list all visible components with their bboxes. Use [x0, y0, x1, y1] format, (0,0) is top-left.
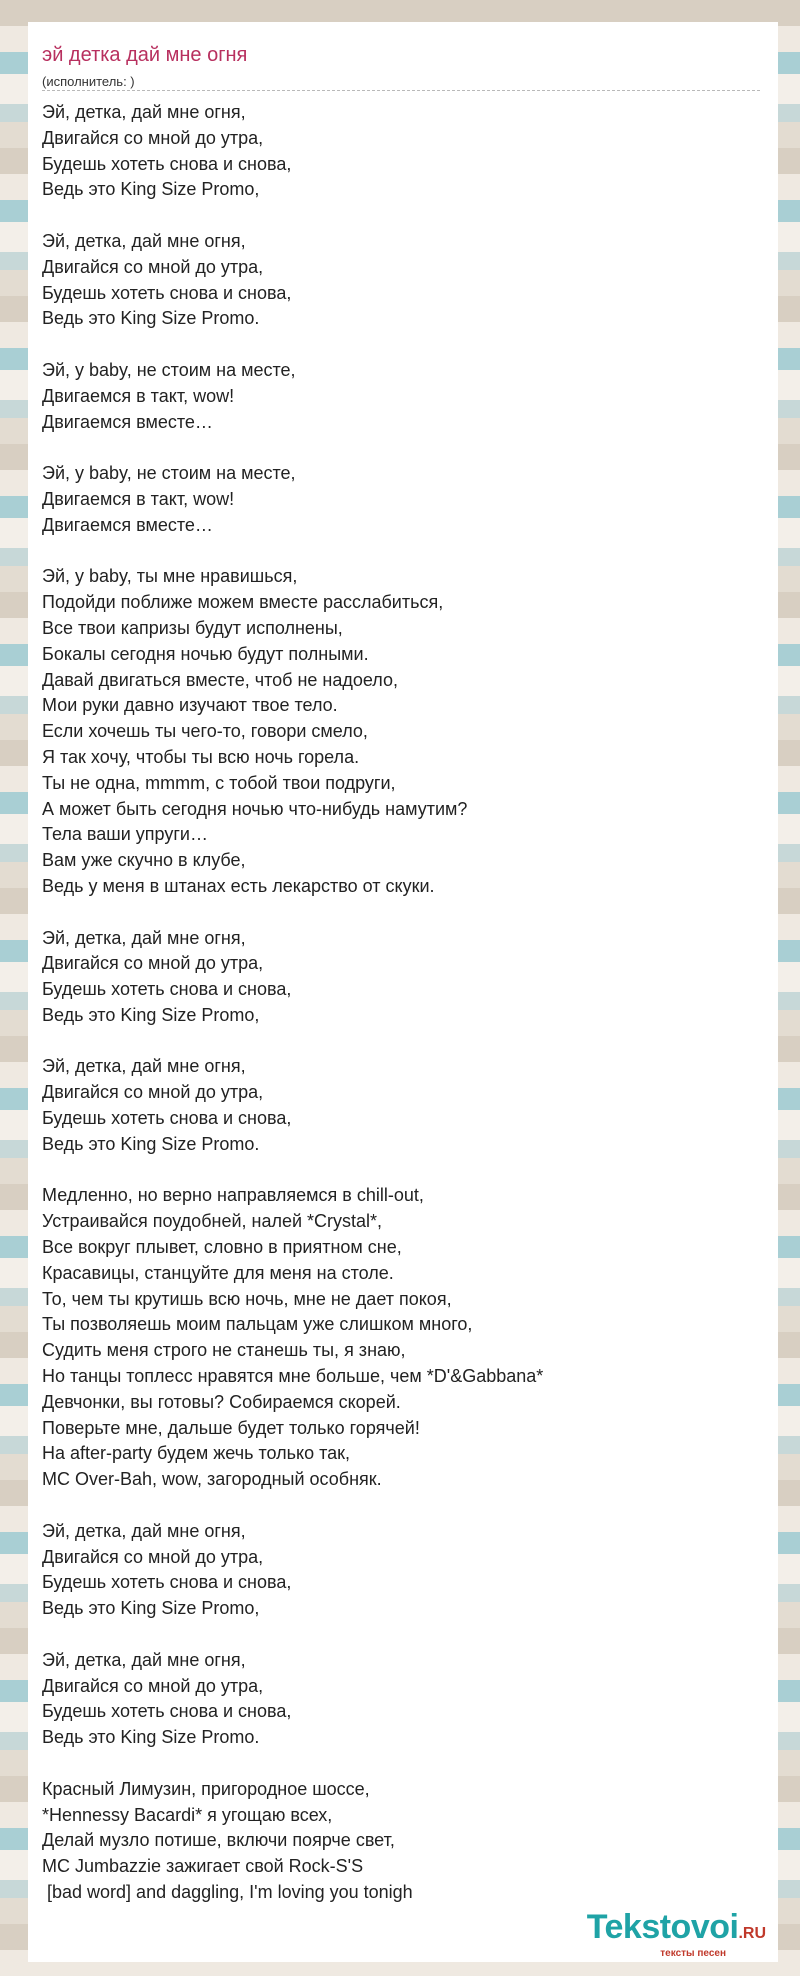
logo-tagline: тексты песен: [660, 1948, 726, 1959]
lyrics-text: Эй, детка, дай мне огня, Двигайся со мной до утра, Будешь хотеть снова и снова, Ведь это King Size Promo, Эй, детка, дай мне огня, Двигайся со мной до утра, Будешь хотеть снова и снова, Ведь это King Size Promo. Эй, у baby, не стоим на месте, Двигаемся в такт, wow! Двигаемся вместе… Эй, у baby, не стоим на месте, Двигаемся в такт, wow! Двигаемся вместе… Эй, у baby, ты мне нравишься, Подойди поближе можем вместе расслабиться, Все твои капризы будут исполнены, Бокалы сегодня ночью будут полными. Давай двигаться вместе, чтоб не надоело, Мои руки давно изучают твое тело. Если хочешь ты чего-то, говори смело, Я так хочу, чтобы ты всю ночь горела. Ты не одна, mmmm, с тобой твои подруги, А может быть сегодня ночью что-нибудь намутим? Тела ваши упруги… Вам уже скучно в клубе, Ведь у меня в штанах есть лекарство от скуки. Эй, детка, дай мне огня, Двигайся со мной до утра, Будешь хотеть снова и снова, Ведь это King Size Promo, Эй, детка, дай мне огня, Двигайся со мной до утра, Будешь хотеть снова и снова, Ведь это King Size Promo. Медленно, но верно направляемся в chill-out, Устраивайся поудобней, налей *Crystal*, Все вокруг плывет, словно в приятном сне, Красавицы, станцуйте для меня на столе. То, чем ты крутишь всю ночь, мне не дает покоя, Ты позволяешь моим пальцам уже слишком много, Судить меня строго не станешь ты, я знаю, Но танцы топлесс нравятся мне больше, чем *D'&Gabbana* Девчонки, вы готовы? Собираемся скорей. Поверьте мне, дальше будет только горячей! На after-party будем жечь только так, MC Over-Bah, wow, загородный особняк. Эй, детка, дай мне огня, Двигайся со мной до утра, Будешь хотеть снова и снова, Ведь это King Size Promo, Эй, детка, дай мне огня, Двигайся со мной до утра, Будешь хотеть снова и снова, Ведь это King Size Promo. Красный Лимузин, пригородное шоссе, *Hennessy Bacardi* я угощаю всех, Делай музло потише, включи поярче свет, MC Jumbazzie зажигает свой Rock-S'S [bad word] and daggling, I'm loving you tonigh: [42, 102, 544, 1902]
logo-name: Tekstovoi: [586, 1908, 739, 1946]
logo-suffix: .RU: [738, 1925, 766, 1942]
lyrics-card: [28, 22, 778, 1962]
site-logo[interactable]: [516, 1908, 766, 1962]
title-divider: [42, 90, 760, 91]
artist-line: (исполнитель: ): [42, 74, 135, 89]
song-title: эй детка дай мне огня: [42, 44, 248, 66]
